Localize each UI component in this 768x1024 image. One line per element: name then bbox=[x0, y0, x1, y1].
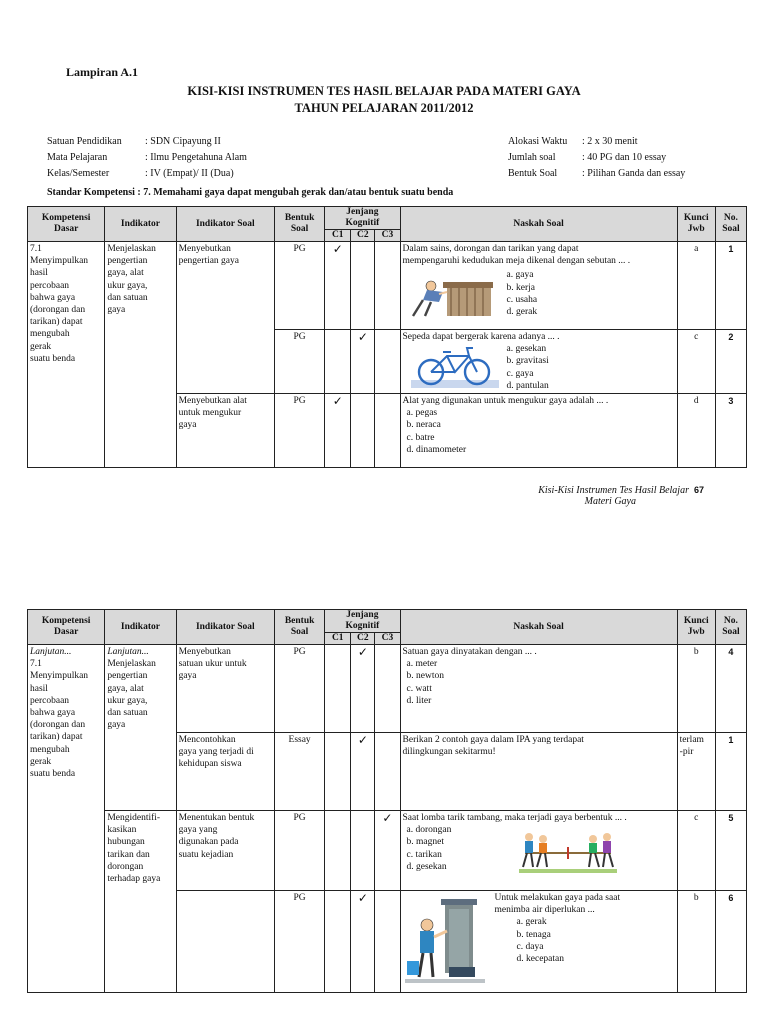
check-c2: ✓ bbox=[351, 733, 375, 811]
footer-subtitle: Materi Gaya bbox=[584, 496, 636, 507]
indikator-text: Menjelaskan pengertian gaya, alat ukur gaya, dan satuan gaya bbox=[107, 659, 156, 731]
check-c2: ✓ bbox=[351, 645, 375, 733]
header-kompetensi-dasar: Kompetensi Dasar bbox=[28, 207, 105, 242]
nomor-cell: 1 bbox=[715, 242, 746, 330]
info-jumlah-label: Jumlah soal bbox=[508, 152, 556, 163]
header-indikator: Indikator bbox=[105, 207, 176, 242]
option-a: a. gaya bbox=[506, 270, 534, 281]
table-row bbox=[28, 811, 747, 891]
option-a: a. gesekan bbox=[506, 344, 547, 355]
kompetensi-dasar-text: 7.1 Menyimpulkan hasil percobaan bahwa gaya (dorongan dan tarikan) dapat mengubah gerak suatu benda bbox=[30, 659, 89, 780]
question-text: Untuk melakukan gaya pada saat menimba air diperlukan ... bbox=[494, 893, 621, 916]
info-mapel-label: Mata Pelajaran bbox=[47, 152, 108, 163]
lanjutan-label: Lanjutan... bbox=[107, 647, 149, 657]
header-indikator-soal: Indikator Soal bbox=[176, 610, 274, 645]
naskah-soal-cell bbox=[400, 645, 677, 733]
header-indikator: Indikator bbox=[105, 610, 176, 645]
empty-c1 bbox=[325, 811, 351, 891]
empty-c2 bbox=[351, 394, 375, 468]
option-c: c. gaya bbox=[506, 368, 534, 379]
indikator-soal-cell: Menyebutkan satuan ukur untuk gaya bbox=[176, 645, 274, 733]
indikator-soal-cell: Menyebutkan pengertian gaya bbox=[176, 242, 274, 394]
tug-of-war-illustration bbox=[519, 829, 617, 873]
empty-c3 bbox=[375, 242, 400, 330]
option-c: c. watt bbox=[406, 683, 432, 694]
option-c: c. daya bbox=[516, 941, 544, 952]
option-c: c. usaha bbox=[506, 294, 538, 305]
info-satuan-label: Satuan Pendidikan bbox=[47, 136, 122, 147]
bentuk-soal-cell: Essay bbox=[275, 733, 325, 811]
option-d: d. pantulan bbox=[506, 380, 549, 391]
header-c3: C3 bbox=[375, 633, 400, 645]
naskah-soal-cell bbox=[400, 242, 677, 330]
footer-title: Kisi-Kisi Instrumen Tes Hasil Belajar bbox=[538, 485, 689, 496]
option-d: d. gerak bbox=[506, 307, 538, 318]
empty-c2 bbox=[351, 811, 375, 891]
header-kompetensi-dasar: Kompetensi Dasar bbox=[28, 610, 105, 645]
info-satuan-value: : SDN Cipayung II bbox=[145, 136, 221, 147]
nomor-cell: 4 bbox=[715, 645, 746, 733]
bentuk-soal-cell: PG bbox=[275, 811, 325, 891]
naskah-soal-cell bbox=[400, 330, 677, 394]
table-row bbox=[28, 645, 747, 733]
bentuk-soal-cell: PG bbox=[275, 645, 325, 733]
kunci-cell: terlam -pir bbox=[677, 733, 715, 811]
nomor-cell: 3 bbox=[715, 394, 746, 468]
info-bentuk-value: : Pilihan Ganda dan essay bbox=[582, 168, 686, 179]
question-text: Satuan gaya dinyatakan dengan ... . bbox=[402, 647, 537, 657]
document-subtitle: TAHUN PELAJARAN 2011/2012 bbox=[294, 101, 474, 115]
option-b: b. gravitasi bbox=[506, 356, 549, 367]
table-row bbox=[28, 242, 747, 330]
empty-c3 bbox=[375, 733, 400, 811]
option-b: b. kerja bbox=[506, 282, 536, 293]
info-kelas-value: : IV (Empat)/ II (Dua) bbox=[145, 168, 234, 179]
question-text: Dalam sains, dorongan dan tarikan yang dapat mempengaruhi kedudukan meja dikenal dengan sebutan ... . bbox=[402, 244, 631, 267]
nomor-cell: 2 bbox=[715, 330, 746, 394]
info-jumlah-value: : 40 PG dan 10 essay bbox=[582, 152, 667, 163]
kunci-cell: a bbox=[677, 242, 715, 330]
check-c3: ✓ bbox=[375, 811, 400, 891]
header-bentuk-soal: Bentuk Soal bbox=[275, 207, 325, 242]
info-kelas-label: Kelas/Semester bbox=[47, 168, 110, 179]
option-b: b. tenaga bbox=[516, 929, 551, 940]
question-text: Alat yang digunakan untuk mengukur gaya adalah ... . bbox=[402, 396, 609, 407]
kunci-cell: d bbox=[677, 394, 715, 468]
kunci-cell: c bbox=[677, 330, 715, 394]
empty-c3 bbox=[375, 645, 400, 733]
header-nomor-soal: No. Soal bbox=[715, 610, 746, 645]
header-c1: C1 bbox=[325, 633, 351, 645]
indikator-soal-cell bbox=[176, 891, 274, 993]
kompetensi-dasar-cell bbox=[28, 645, 105, 993]
option-a: a. gerak bbox=[516, 917, 547, 928]
kunci-cell: b bbox=[677, 645, 715, 733]
naskah-soal-cell bbox=[400, 811, 677, 891]
header-jenjang-kognitif: Jenjang Kognitif bbox=[325, 610, 400, 633]
info-block bbox=[0, 0, 768, 185]
info-alokasi-label: Alokasi Waktu bbox=[508, 136, 568, 147]
empty-c3 bbox=[375, 891, 400, 993]
naskah-soal-cell: Berikan 2 contoh gaya dalam IPA yang terdapat dilingkungan sekitarmu! bbox=[400, 733, 677, 811]
bicycle-illustration bbox=[411, 344, 499, 388]
kisi-table-1 bbox=[27, 206, 747, 468]
header-nomor-soal: No. Soal bbox=[715, 207, 746, 242]
check-c2: ✓ bbox=[351, 330, 375, 394]
option-a: a. dorongan bbox=[406, 825, 452, 836]
option-a: a. meter bbox=[406, 659, 438, 670]
header-c2: C2 bbox=[351, 230, 375, 242]
nomor-cell: 1 bbox=[715, 733, 746, 811]
page-number: 67 bbox=[693, 485, 704, 495]
bentuk-soal-cell: PG bbox=[275, 891, 325, 993]
bentuk-soal-cell: PG bbox=[275, 394, 325, 468]
check-c2: ✓ bbox=[351, 891, 375, 993]
option-a: a. pegas bbox=[406, 408, 438, 419]
option-b: b. neraca bbox=[406, 420, 441, 431]
empty-c3 bbox=[375, 330, 400, 394]
empty-c1 bbox=[325, 330, 351, 394]
check-c1: ✓ bbox=[325, 394, 351, 468]
option-d: d. dinamometer bbox=[406, 444, 467, 455]
naskah-soal-cell bbox=[400, 394, 677, 468]
empty-c2 bbox=[351, 242, 375, 330]
header-c2: C2 bbox=[351, 633, 375, 645]
kunci-cell: b bbox=[677, 891, 715, 993]
header-naskah-soal: Naskah Soal bbox=[400, 207, 677, 242]
option-d: d. gesekan bbox=[406, 861, 447, 872]
page-footer bbox=[420, 485, 704, 507]
header-kunci-jawaban: Kunci Jwb bbox=[677, 610, 715, 645]
indikator-cell bbox=[105, 645, 176, 811]
bentuk-soal-cell: PG bbox=[275, 330, 325, 394]
indikator-soal-cell: Menentukan bentuk gaya yang digunakan pada suatu kejadian bbox=[176, 811, 274, 891]
lanjutan-label: Lanjutan... bbox=[30, 647, 72, 657]
option-c: c. batre bbox=[406, 432, 435, 443]
info-mapel-value: : Ilmu Pengetahuna Alam bbox=[145, 152, 247, 163]
document-title: KISI-KISI INSTRUMEN TES HASIL BELAJAR PADA MATERI GAYA bbox=[187, 84, 581, 98]
option-c: c. tarikan bbox=[406, 849, 442, 860]
empty-c3 bbox=[375, 394, 400, 468]
bentuk-soal-cell: PG bbox=[275, 242, 325, 330]
water-well-illustration bbox=[405, 895, 485, 985]
option-d: d. liter bbox=[406, 695, 432, 706]
standar-kompetensi: Standar Kompetensi : 7. Memahami gaya dapat mengubah gerak dan/atau bentuk suatu benda bbox=[47, 187, 454, 198]
question-text: Sepeda dapat bergerak karena adanya ... . bbox=[402, 332, 560, 342]
indikator-cell: Mengidentifi- kasikan hubungan tarikan dan dorongan terhadap gaya bbox=[105, 811, 176, 993]
nomor-cell: 6 bbox=[715, 891, 746, 993]
header-jenjang-kognitif: Jenjang Kognitif bbox=[325, 207, 400, 230]
indikator-cell: Menjelaskan pengertian gaya, alat ukur gaya, dan satuan gaya bbox=[105, 242, 176, 468]
info-bentuk-label: Bentuk Soal bbox=[508, 168, 558, 179]
indikator-soal-cell: Mencontohkan gaya yang terjadi di kehidupan siswa bbox=[176, 733, 274, 811]
kisi-table-2 bbox=[27, 609, 747, 993]
lampiran-label: Lampiran A.1 bbox=[66, 65, 139, 79]
empty-c1 bbox=[325, 733, 351, 811]
question-text: Saat lomba tarik tambang, maka terjadi gaya berbentuk ... . bbox=[402, 813, 627, 823]
check-c1: ✓ bbox=[325, 242, 351, 330]
option-b: b. magnet bbox=[406, 837, 444, 848]
header-c1: C1 bbox=[325, 230, 351, 242]
kunci-cell: c bbox=[677, 811, 715, 891]
info-alokasi-value: : 2 x 30 menit bbox=[582, 136, 638, 147]
option-b: b. newton bbox=[406, 671, 444, 682]
option-d: d. kecepatan bbox=[516, 954, 564, 965]
pushing-table-illustration bbox=[409, 272, 499, 320]
empty-c1 bbox=[325, 645, 351, 733]
header-bentuk-soal: Bentuk Soal bbox=[275, 610, 325, 645]
kompetensi-dasar-cell: 7.1 Menyimpulkan hasil percobaan bahwa gaya (dorongan dan tarikan) dapat mengubah gerak suatu benda bbox=[28, 242, 105, 468]
naskah-soal-cell bbox=[400, 891, 677, 993]
empty-c1 bbox=[325, 891, 351, 993]
header-kunci-jawaban: Kunci Jwb bbox=[677, 207, 715, 242]
header-naskah-soal: Naskah Soal bbox=[400, 610, 677, 645]
nomor-cell: 5 bbox=[715, 811, 746, 891]
header-indikator-soal: Indikator Soal bbox=[176, 207, 274, 242]
header-c3: C3 bbox=[375, 230, 400, 242]
indikator-soal-cell: Menyebutkan alat untuk mengukur gaya bbox=[176, 394, 274, 468]
